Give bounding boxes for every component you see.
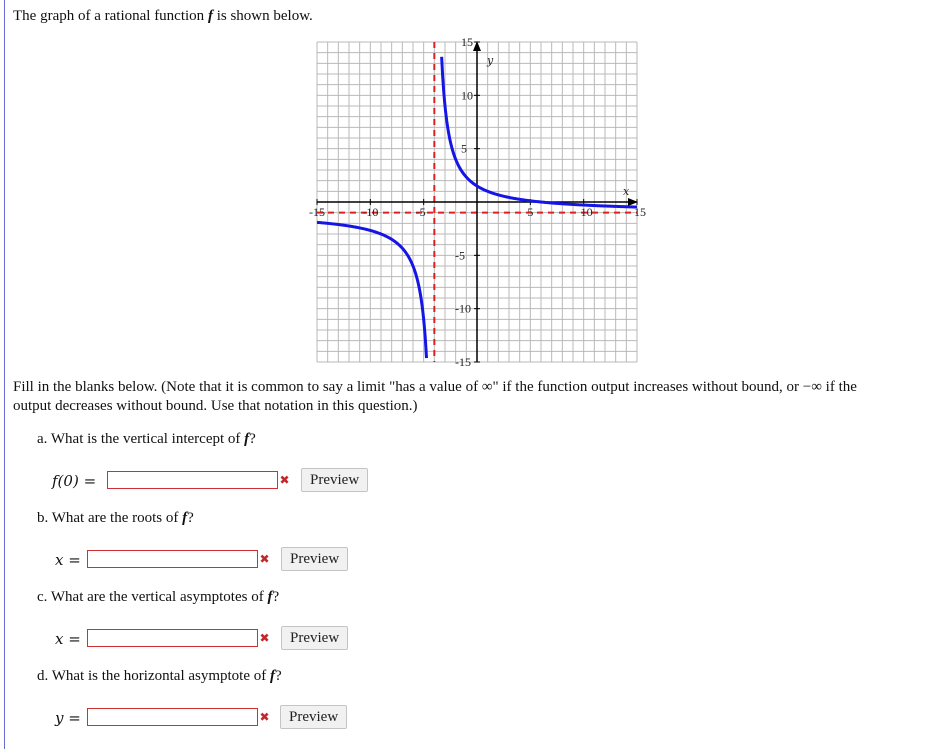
question-b-prompt <box>37 510 194 527</box>
question-d-fn: f <box>270 668 276 684</box>
curve-left-branch <box>317 222 427 358</box>
preview-button-b[interactable]: Preview <box>281 547 348 571</box>
intro-suffix: is shown below. <box>216 8 313 24</box>
question-a-qmark: ? <box>249 431 256 447</box>
error-icon-d: ✖ <box>259 710 270 724</box>
question-b-text: b. What are the roots of <box>37 510 179 526</box>
answer-b-label: x = <box>55 551 81 569</box>
graph-axes <box>317 41 638 362</box>
x-tick-label: 10 <box>580 205 593 219</box>
y-tick-label: 15 <box>461 34 473 49</box>
question-c-text: c. What are the vertical asymptotes of <box>37 589 264 605</box>
error-icon-a: ✖ <box>279 473 290 487</box>
question-d-prompt <box>37 668 282 685</box>
page-left-border <box>4 0 5 749</box>
x-axis-label: x <box>623 185 630 198</box>
y-axis-label: y <box>487 53 494 67</box>
answer-c-label: x = <box>55 630 81 648</box>
question-d-qmark: ? <box>275 668 282 684</box>
y-tick-label: -15 <box>455 355 471 370</box>
question-b-fn: f <box>182 510 188 526</box>
x-tick-label: -15 <box>308 205 325 219</box>
answer-a-input[interactable] <box>107 471 278 489</box>
question-c-qmark: ? <box>272 589 280 605</box>
question-b-qmark: ? <box>187 510 194 526</box>
question-a-text: a. What is the vertical intercept of <box>37 431 241 447</box>
error-icon-c: ✖ <box>259 631 270 645</box>
question-c-fn: f <box>267 589 273 605</box>
answer-d-input[interactable] <box>87 708 258 726</box>
instructions-line-2: output decreases without bound. Use that notation in this question.) <box>13 398 418 414</box>
y-tick-label: -5 <box>455 248 465 263</box>
instructions-line-1: Fill in the blanks below. (Note that it is common to say a limit "has a value of ∞" if the function output increases without bound, or −∞ if the <box>13 379 857 395</box>
curve-right-branch <box>442 57 637 207</box>
x-tick-label: 15 <box>634 205 647 219</box>
error-icon-b: ✖ <box>259 552 270 566</box>
y-tick-label: 5 <box>461 141 467 156</box>
x-tick-label: 5 <box>527 205 534 219</box>
y-tick-label: -10 <box>455 301 471 316</box>
question-a-prompt <box>37 431 256 448</box>
question-c-prompt <box>37 589 279 606</box>
answer-a-label: f(0) = <box>52 472 97 490</box>
instructions <box>13 378 938 416</box>
rational-function-graph <box>308 34 647 370</box>
question-a-fn: f <box>244 431 250 447</box>
problem-intro <box>13 8 313 25</box>
answer-b-input[interactable] <box>87 550 258 568</box>
x-tick-label: -10 <box>362 205 379 219</box>
answer-d-label: y = <box>55 709 81 727</box>
answer-c-input[interactable] <box>87 629 258 647</box>
x-tick-label: -5 <box>415 205 426 219</box>
y-tick-label: 10 <box>461 88 473 103</box>
preview-button-d[interactable]: Preview <box>280 705 347 729</box>
preview-button-c[interactable]: Preview <box>281 626 348 650</box>
preview-button-a[interactable]: Preview <box>301 468 368 492</box>
function-name: f <box>207 8 213 24</box>
intro-text: The graph of a rational function <box>13 8 205 24</box>
question-d-text: d. What is the horizontal asymptote of <box>37 668 267 684</box>
